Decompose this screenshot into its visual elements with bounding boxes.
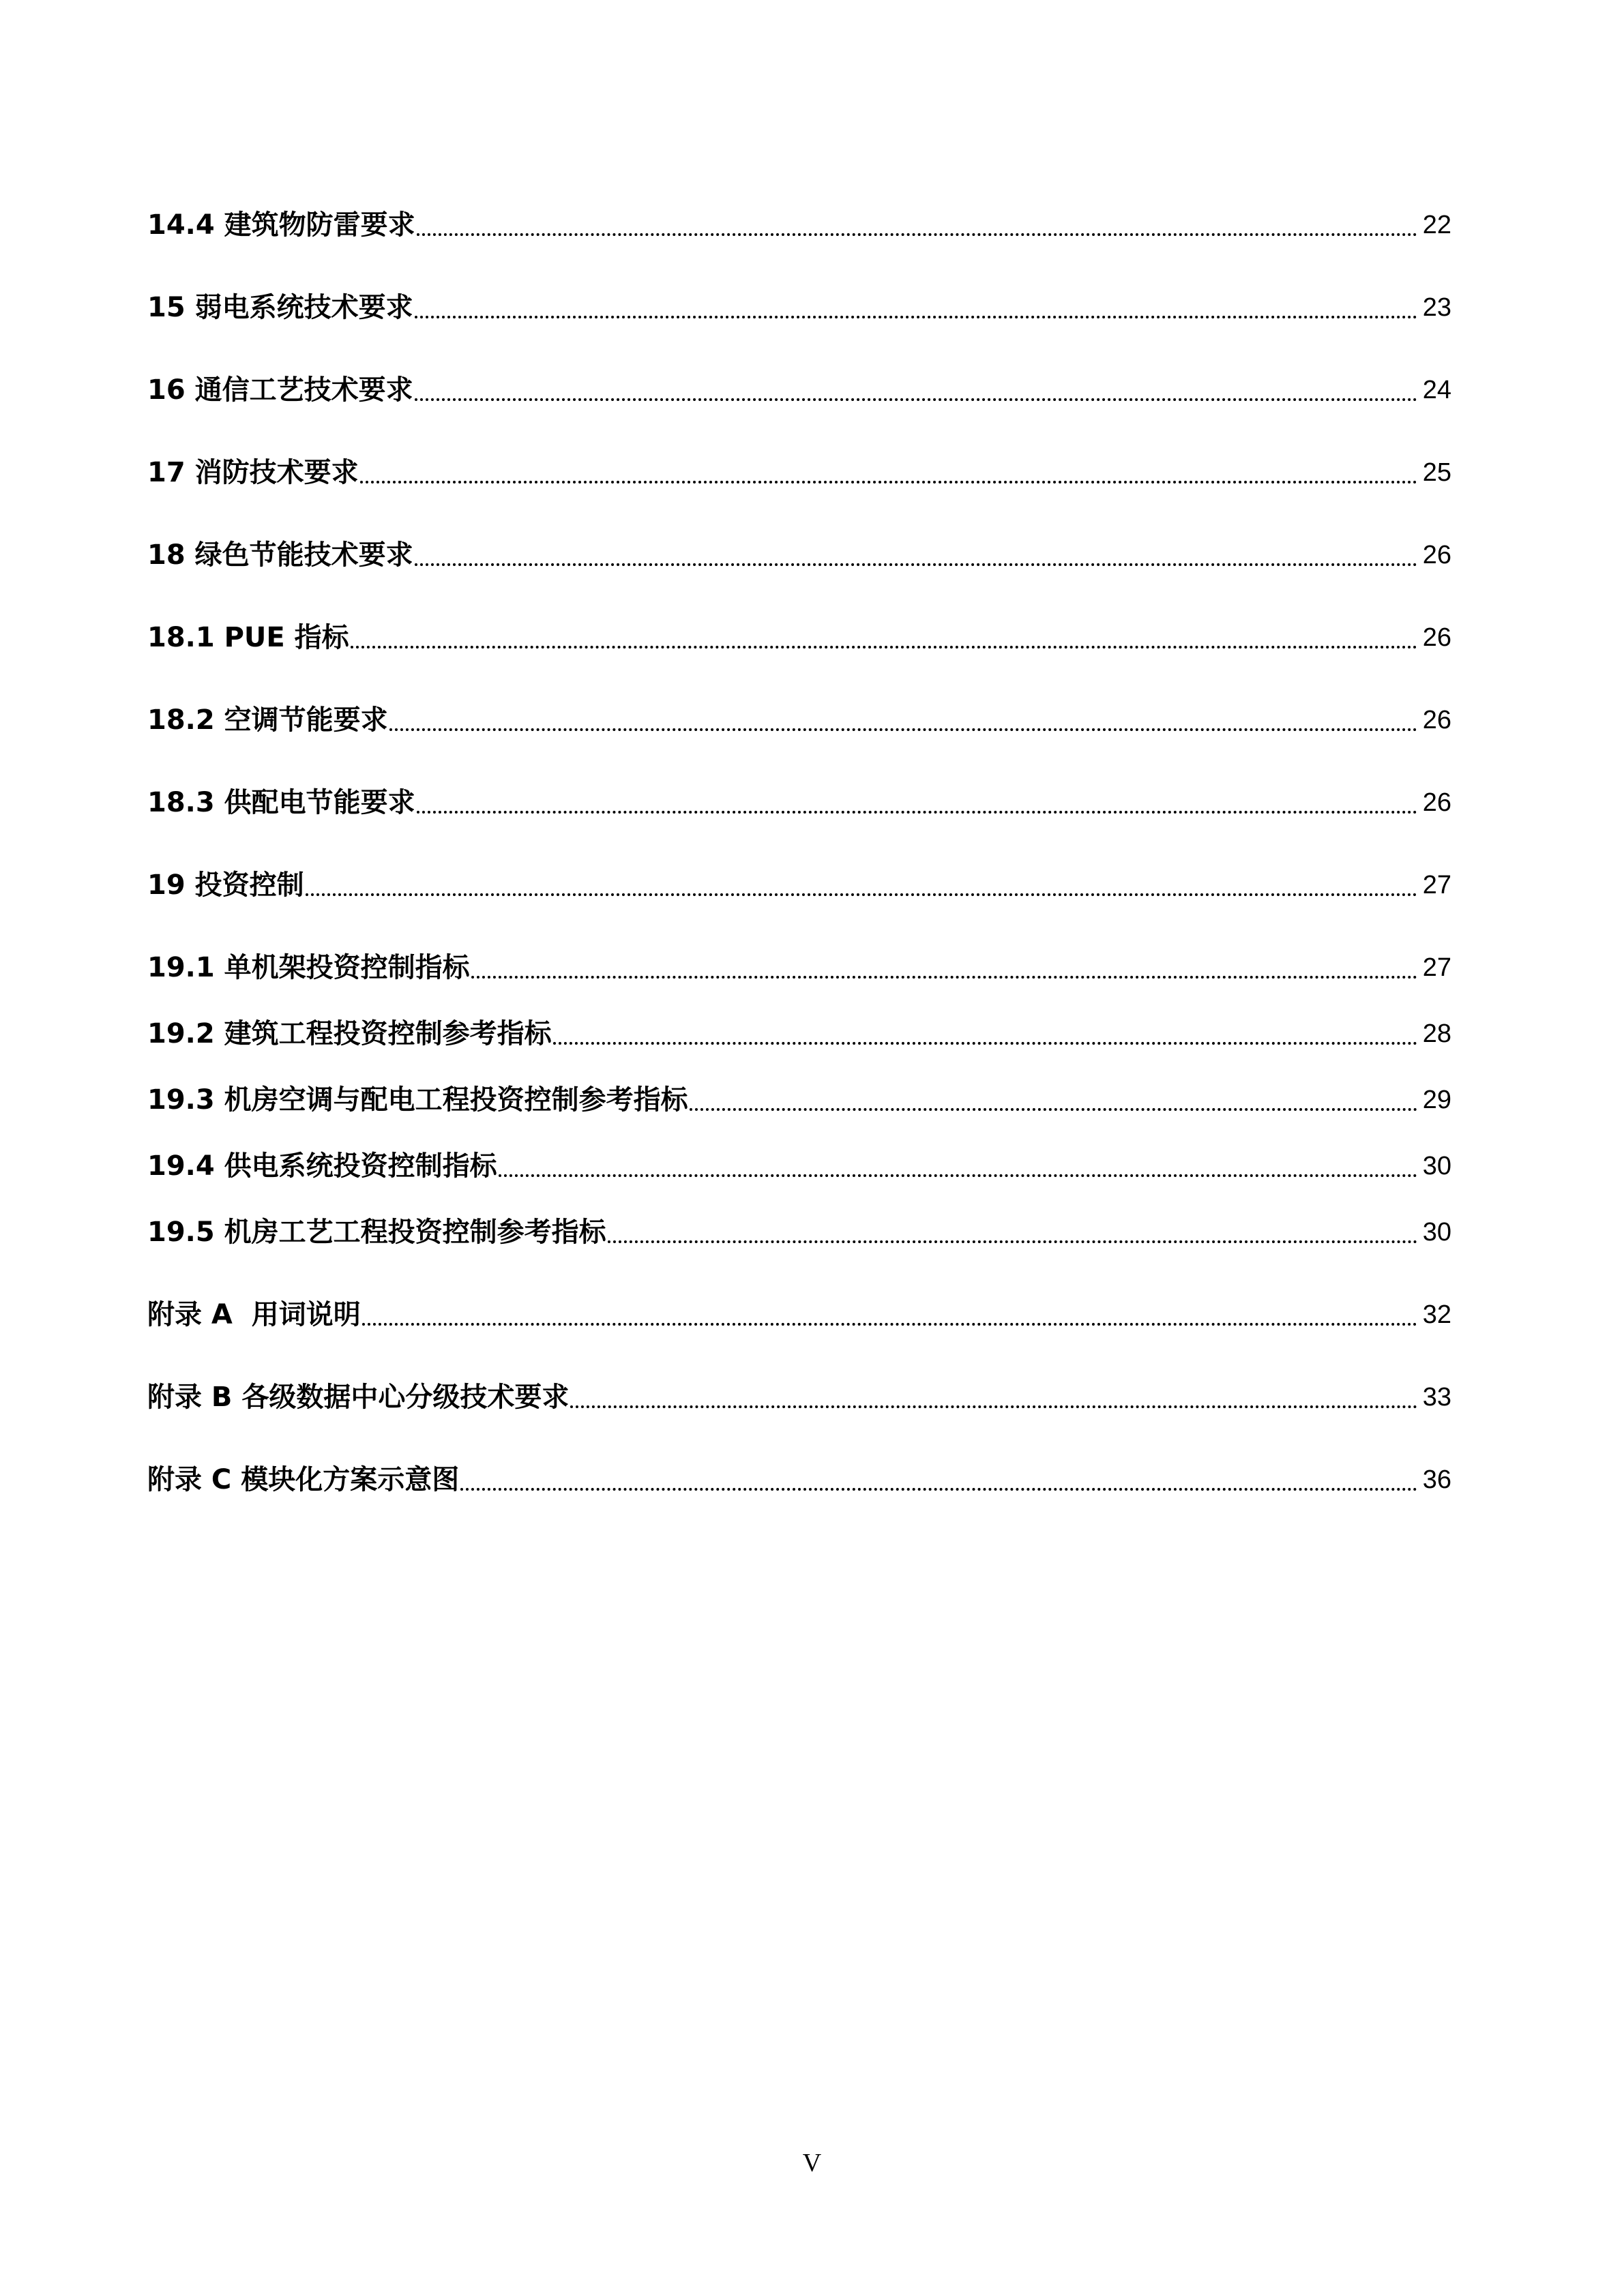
toc-dot-leader	[362, 1323, 1417, 1326]
toc-entry-appendix-b[interactable]	[147, 1377, 1451, 1418]
toc-entry-19-5[interactable]	[147, 1212, 1451, 1253]
toc-entry-label: 19 投资控制	[147, 869, 304, 901]
toc-entry-16[interactable]	[147, 370, 1451, 411]
toc-dot-leader	[553, 1042, 1417, 1045]
toc-page-number: 24	[1422, 376, 1451, 404]
toc-entry-label: 19.1 单机架投资控制指标	[147, 952, 470, 983]
toc-entry-19-1[interactable]	[147, 947, 1451, 988]
toc-dot-leader	[608, 1240, 1417, 1243]
toc-entry-19-4[interactable]	[147, 1146, 1451, 1187]
toc-page-number: 33	[1422, 1383, 1451, 1412]
toc-entry-label: 19.5 机房工艺工程投资控制参考指标	[147, 1217, 606, 1248]
toc-entry-label: 15 弱电系统技术要求	[147, 292, 413, 323]
toc-page-number: 30	[1422, 1218, 1451, 1247]
toc-entry-label: 14.4 建筑物防雷要求	[147, 209, 415, 241]
toc-page-number: 26	[1422, 541, 1451, 569]
toc-dot-leader	[360, 481, 1417, 483]
toc-page-number: 32	[1422, 1300, 1451, 1329]
toc-page-number: 26	[1422, 623, 1451, 652]
toc-dot-leader	[415, 316, 1417, 318]
toc-entry-15[interactable]	[147, 287, 1451, 328]
toc-dot-leader	[351, 646, 1417, 648]
toc-entry-label: 附录 A 用词说明	[147, 1299, 361, 1330]
toc-page-number: 29	[1422, 1086, 1451, 1114]
toc-dot-leader	[415, 398, 1417, 401]
toc-dot-leader	[417, 233, 1417, 236]
toc-page-number: 30	[1422, 1152, 1451, 1180]
toc-entry-label: 19.2 建筑工程投资控制参考指标	[147, 1018, 552, 1049]
toc-dot-leader	[417, 811, 1417, 814]
toc-entry-appendix-c[interactable]	[147, 1459, 1451, 1500]
toc-entry-18-1[interactable]	[147, 617, 1451, 658]
toc-dot-leader	[499, 1174, 1417, 1177]
toc-page-number: 25	[1422, 458, 1451, 487]
toc-entry-appendix-a[interactable]	[147, 1294, 1451, 1335]
toc-entry-label: 19.3 机房空调与配电工程投资控制参考指标	[147, 1084, 688, 1116]
toc-entry-label: 附录 C 模块化方案示意图	[147, 1464, 460, 1495]
toc-entry-label: 18.3 供配电节能要求	[147, 787, 415, 818]
toc-dot-leader	[460, 1488, 1417, 1491]
toc-entry-label: 18.1 PUE 指标	[147, 622, 349, 653]
toc-dot-leader	[471, 976, 1417, 979]
toc-entry-17[interactable]	[147, 452, 1451, 493]
toc-entry-18-3[interactable]	[147, 782, 1451, 823]
toc-entry-label: 19.4 供电系统投资控制指标	[147, 1150, 497, 1182]
toc-entry-19-3[interactable]	[147, 1079, 1451, 1120]
toc-page-number: 22	[1422, 211, 1451, 239]
toc-entry-18-2[interactable]	[147, 700, 1451, 741]
toc-page-number: 27	[1422, 953, 1451, 982]
toc-entry-19-2[interactable]	[147, 1013, 1451, 1054]
toc-entry-19[interactable]	[147, 865, 1451, 906]
toc-page-number: 23	[1422, 293, 1451, 322]
toc-dot-leader	[570, 1405, 1417, 1408]
toc-entry-label: 17 消防技术要求	[147, 457, 359, 488]
toc-dot-leader	[415, 563, 1417, 566]
page-number-footer: V	[802, 2149, 822, 2177]
toc-entry-label: 16 通信工艺技术要求	[147, 374, 413, 406]
toc-page-number: 26	[1422, 788, 1451, 817]
toc-page-number: 36	[1422, 1465, 1451, 1494]
toc-dot-leader	[306, 893, 1417, 896]
toc-dot-leader	[690, 1108, 1417, 1111]
toc-dot-leader	[389, 728, 1417, 731]
toc-entry-14-4[interactable]	[147, 205, 1451, 245]
toc-page-number: 26	[1422, 706, 1451, 734]
toc-entry-label: 18.2 空调节能要求	[147, 704, 388, 736]
toc-entry-label: 附录 B 各级数据中心分级技术要求	[147, 1382, 570, 1413]
toc-entry-label: 18 绿色节能技术要求	[147, 539, 413, 571]
toc-entry-18[interactable]	[147, 535, 1451, 576]
toc-page-number: 27	[1422, 871, 1451, 899]
toc-page-number: 28	[1422, 1019, 1451, 1048]
